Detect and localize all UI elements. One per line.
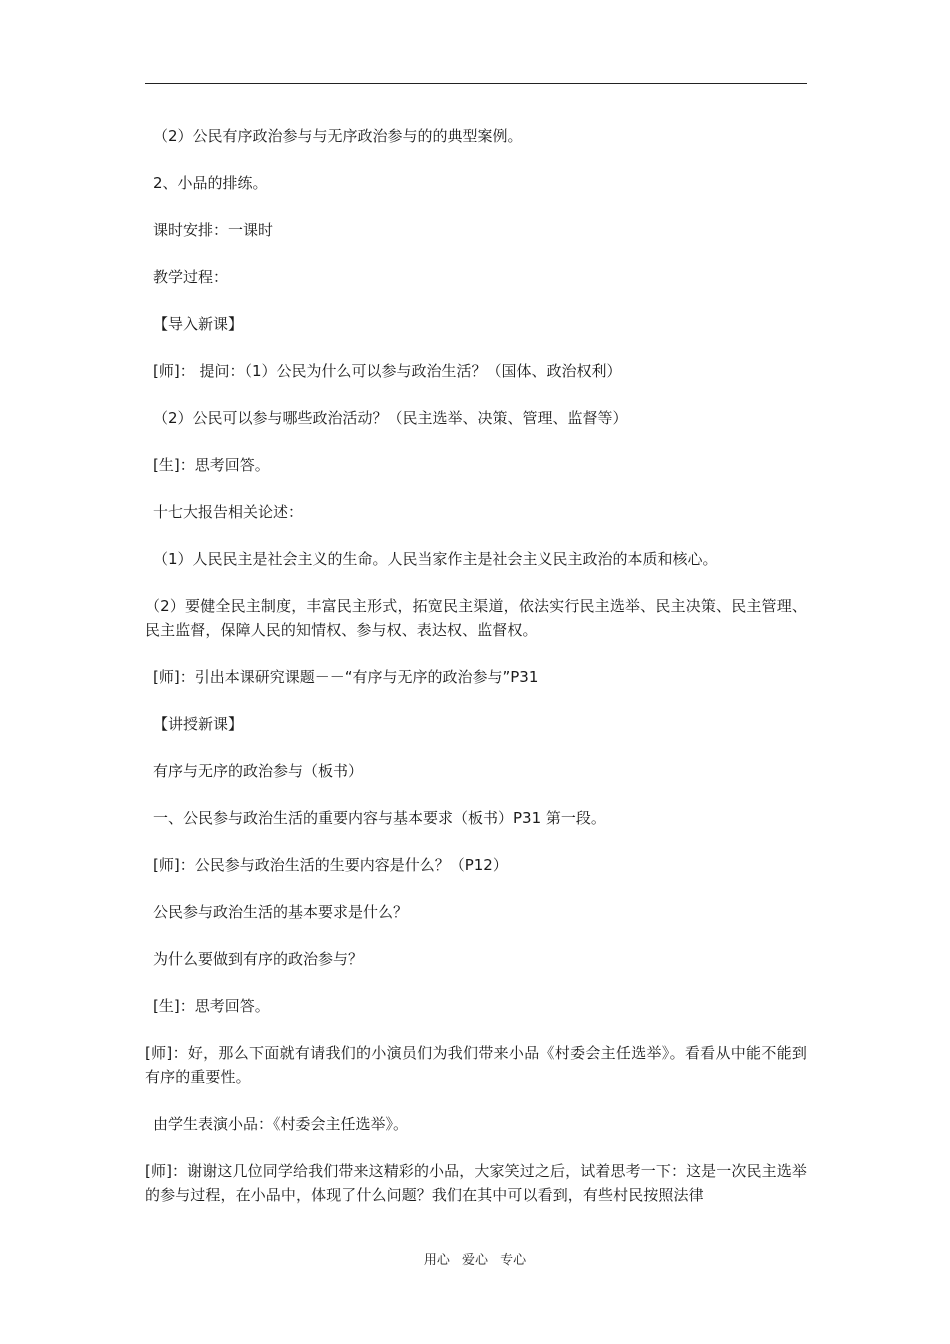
paragraph: [师]：引出本课研究课题－－“有序与无序的政治参与”P31 [153, 668, 539, 686]
paragraph: 课时安排：一课时 [153, 221, 274, 239]
paragraph: [师]：谢谢这几位同学给我们带来这精彩的小品，大家笑过之后，试着思考一下：这是一次民主选举的参与过程，在小品中，体现了什么问题？我们在其中可以看到，有些村民按照法律 [145, 1162, 807, 1204]
paragraph: 由学生表演小品：《村委会主任选举》。 [153, 1115, 409, 1133]
paragraph: [师]： 提问：（1）公民为什么可以参与政治生活？（国体、政治权利） [153, 362, 622, 380]
paragraph: 教学过程： [153, 268, 229, 286]
header-rule [145, 83, 807, 84]
section-heading: 【导入新课】 [153, 315, 244, 333]
paragraph: 一、公民参与政治生活的重要内容与基本要求（板书）P31 第一段。 [153, 809, 606, 827]
paragraph: （2）要健全民主制度，丰富民主形式，拓宽民主渠道，依法实行民主选举、民主决策、民主管理、民主监督，保障人民的知情权、参与权、表达权、监督权。 [145, 597, 807, 639]
paragraph: 公民参与政治生活的基本要求是什么？ [153, 903, 409, 921]
paragraph: 2、小品的排练。 [153, 174, 268, 192]
paragraph: 十七大报告相关论述： [153, 503, 304, 521]
paragraph: （1）人民民主是社会主义的生命。人民当家作主是社会主义民主政治的本质和核心。 [153, 550, 718, 568]
paragraph: [生]：思考回答。 [153, 997, 270, 1015]
paragraph: （2）公民可以参与哪些政治活动？（民主选举、决策、管理、监督等） [153, 409, 628, 427]
paragraph: [生]：思考回答。 [153, 456, 270, 474]
section-heading: 【讲授新课】 [153, 715, 244, 733]
page-footer: 用心 爱心 专心 [423, 1253, 527, 1268]
paragraph: （2）公民有序政治参与与无序政治参与的的典型案例。 [153, 127, 523, 145]
paragraph: [师]：好，那么下面就有请我们的小演员们为我们带来小品《村委会主任选举》。看看从中能不能到有序的重要性。 [145, 1044, 807, 1086]
document-body [145, 124, 807, 1230]
paragraph: 有序与无序的政治参与（板书） [153, 762, 364, 780]
paragraph: [师]：公民参与政治生活的生要内容是什么？（P12） [153, 856, 508, 874]
paragraph: 为什么要做到有序的政治参与？ [153, 950, 364, 968]
